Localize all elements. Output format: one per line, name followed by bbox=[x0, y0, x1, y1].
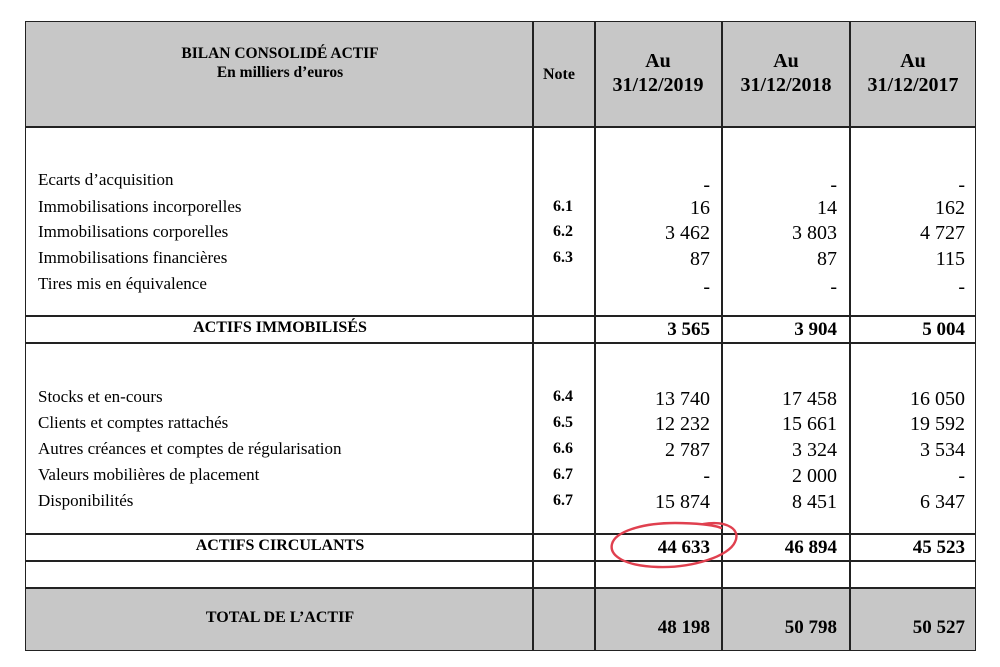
value-2017: 19 592 bbox=[910, 413, 965, 435]
grand-total-2019: 48 198 bbox=[657, 617, 710, 638]
row-note: 6.5 bbox=[553, 414, 573, 431]
grand-total-2018: 50 798 bbox=[784, 617, 837, 638]
row-note: 6.6 bbox=[553, 440, 573, 457]
subtotal-2018: 3 904 bbox=[794, 319, 837, 340]
value-2017: 115 bbox=[935, 248, 965, 270]
row-note: 6.3 bbox=[553, 249, 573, 266]
value-2017: 16 050 bbox=[910, 388, 965, 410]
value-2017: 162 bbox=[935, 197, 965, 219]
value-2017: 6 347 bbox=[920, 491, 965, 513]
value-2019: 3 462 bbox=[665, 222, 710, 244]
value-2018: 3 324 bbox=[792, 439, 837, 461]
value-2017: 4 727 bbox=[920, 222, 965, 244]
value-2018: - bbox=[830, 276, 837, 298]
value-2018: 87 bbox=[817, 248, 837, 270]
subtotal-label: ACTIFS IMMOBILISÉS bbox=[193, 319, 367, 336]
row-label: Ecarts d’acquisition bbox=[38, 170, 174, 189]
row-note: 6.1 bbox=[553, 198, 573, 215]
col-2019-au: Au bbox=[645, 50, 671, 72]
col-2018-au: Au bbox=[773, 50, 799, 72]
row-label: Valeurs mobilières de placement bbox=[38, 465, 260, 484]
row-label: Autres créances et comptes de régularisation bbox=[38, 439, 342, 458]
subtotal-2019: 44 633 bbox=[657, 537, 710, 558]
value-2019: - bbox=[703, 465, 710, 487]
row-note: 6.4 bbox=[553, 388, 573, 405]
grand-total-label: TOTAL DE L’ACTIF bbox=[205, 609, 355, 626]
row-note: 6.7 bbox=[553, 466, 573, 483]
value-2019: 87 bbox=[690, 248, 710, 270]
subtotal-2018: 46 894 bbox=[784, 537, 837, 558]
value-2019: 13 740 bbox=[655, 388, 710, 410]
value-2018: 14 bbox=[817, 197, 837, 219]
value-2017: - bbox=[958, 276, 965, 298]
value-2017: - bbox=[958, 465, 965, 487]
col-2017-au: Au bbox=[900, 50, 926, 72]
value-2018: 17 458 bbox=[782, 388, 837, 410]
value-2018: - bbox=[830, 174, 837, 196]
col-2017-date: 31/12/2017 bbox=[867, 74, 959, 96]
note-header: Note bbox=[543, 66, 575, 83]
value-2019: - bbox=[703, 174, 710, 196]
value-2018: 2 000 bbox=[792, 465, 837, 487]
value-2019: 12 232 bbox=[655, 413, 710, 435]
subtotal-label: ACTIFS CIRCULANTS bbox=[195, 537, 365, 554]
row-label: Clients et comptes rattachés bbox=[38, 413, 229, 432]
highlight-circle-annotation bbox=[603, 518, 743, 574]
value-2018: 8 451 bbox=[792, 491, 837, 513]
row-label: Disponibilités bbox=[38, 491, 134, 510]
subtotal-2019: 3 565 bbox=[667, 319, 710, 340]
value-2018: 3 803 bbox=[792, 222, 837, 244]
col-2018-date: 31/12/2018 bbox=[740, 74, 832, 96]
subtotal-2017: 45 523 bbox=[912, 537, 965, 558]
row-label: Tires mis en équivalence bbox=[38, 274, 207, 293]
row-note: 6.2 bbox=[553, 223, 573, 240]
value-2019: 2 787 bbox=[665, 439, 710, 461]
value-2019: - bbox=[703, 276, 710, 298]
col-2019-date: 31/12/2019 bbox=[612, 74, 704, 96]
value-2017: 3 534 bbox=[920, 439, 965, 461]
grand-total-2017: 50 527 bbox=[912, 617, 965, 638]
row-label: Immobilisations financières bbox=[38, 248, 228, 267]
value-2017: - bbox=[958, 174, 965, 196]
table-title: BILAN CONSOLIDÉ ACTIF bbox=[181, 45, 379, 62]
row-label: Immobilisations incorporelles bbox=[38, 197, 242, 216]
value-2019: 16 bbox=[690, 197, 710, 219]
row-label: Stocks et en-cours bbox=[38, 387, 163, 406]
row-note: 6.7 bbox=[553, 492, 573, 509]
table-unit: En milliers d’euros bbox=[216, 64, 344, 81]
value-2018: 15 661 bbox=[782, 413, 837, 435]
row-label: Immobilisations corporelles bbox=[38, 222, 229, 241]
value-2019: 15 874 bbox=[655, 491, 710, 513]
subtotal-2017: 5 004 bbox=[922, 319, 965, 340]
